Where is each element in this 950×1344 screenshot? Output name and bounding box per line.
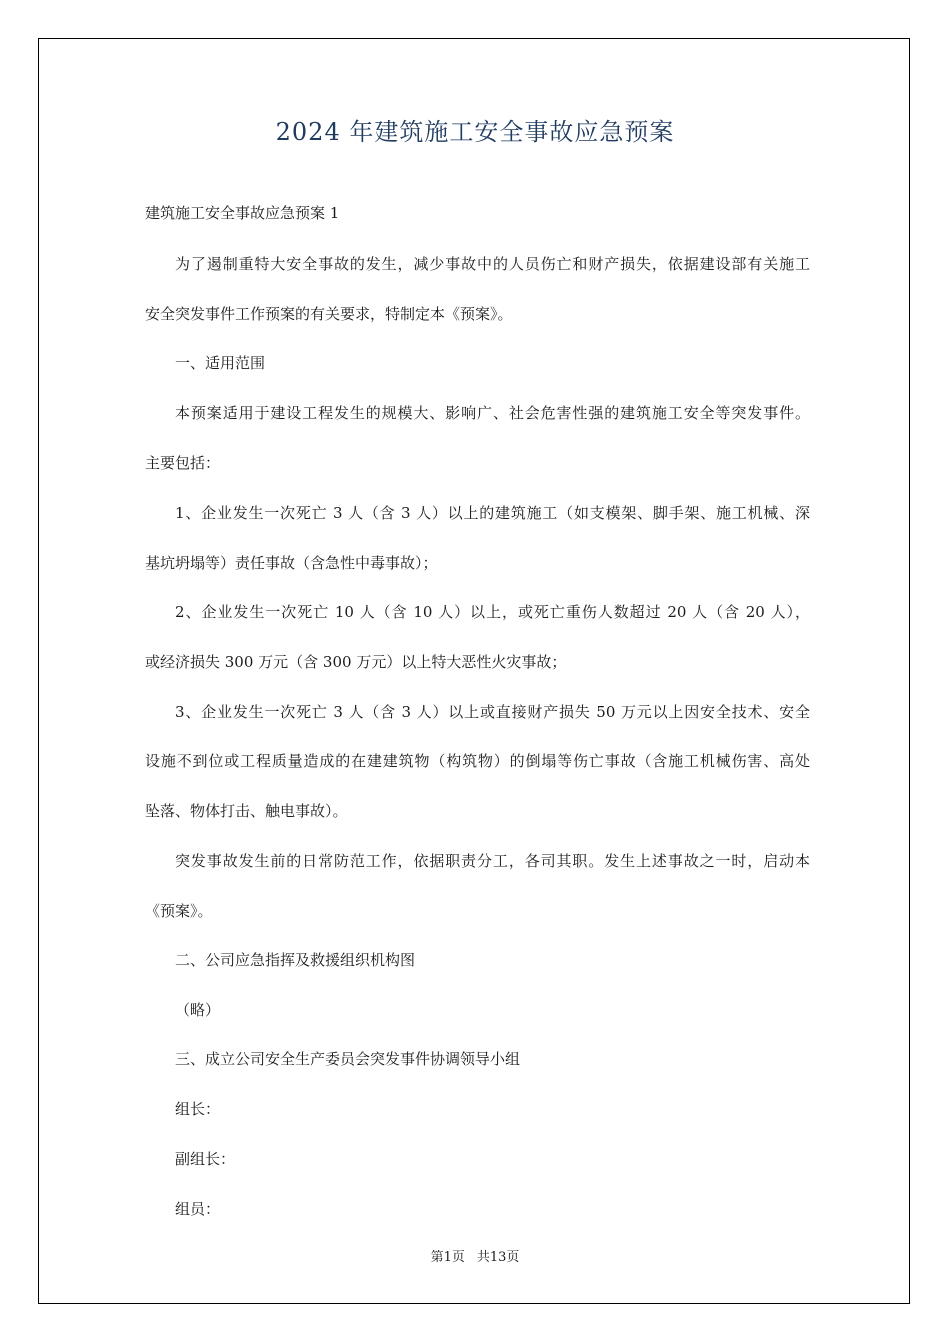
- list-item-line: 3、企业发生一次死亡 3 人（含 3 人）以上或直接财产损失 50 万元以上因安全技术、安全: [175, 703, 810, 721]
- section-subtitle: 建筑施工安全事故应急预案 1: [145, 204, 340, 222]
- list-item-line: 基坑坍塌等）责任事故（含急性中毒事故）；: [145, 554, 438, 572]
- list-item-line: 或经济损失 300 万元（含 300 万元）以上特大恶性火灾事故；: [145, 653, 567, 671]
- page-footer: [0, 1246, 950, 1265]
- list-item-line: 2、企业发生一次死亡 10 人（含 10 人）以上，或死亡重伤人数超过 20 人（含 20 人），: [175, 603, 810, 621]
- list-item-line: 1、企业发生一次死亡 3 人（含 3 人）以上的建筑施工（如支模架、脚手架、施工机械、深: [175, 504, 810, 522]
- paragraph-line: 主要包括：: [145, 454, 221, 472]
- paragraph-line: 为了遏制重特大安全事故的发生，减少事故中的人员伤亡和财产损失，依据建设部有关施工: [175, 255, 810, 273]
- paragraph-line: 《预案》。: [145, 902, 213, 920]
- list-item-line: 坠落、物体打击、触电事故）。: [145, 802, 348, 820]
- section-heading: 一、适用范围: [175, 354, 266, 372]
- document-title: 2024 年建筑施工安全事故应急预案: [275, 118, 675, 146]
- deputy-leader-label: 副组长：: [175, 1150, 236, 1168]
- page-number: 第1页: [430, 1250, 465, 1265]
- members-label: 组员：: [175, 1200, 221, 1218]
- paragraph-line: 突发事故发生前的日常防范工作，依据职责分工，各司其职。发生上述事故之一时，启动本: [175, 852, 810, 870]
- section-heading: 三、成立公司安全生产委员会突发事件协调领导小组: [175, 1050, 521, 1068]
- list-item-line: 设施不到位或工程质量造成的在建建筑物（构筑物）的倒塌等伤亡事故（含施工机械伤害、高处: [145, 752, 810, 770]
- section-heading: 二、公司应急指挥及救援组织机构图: [175, 951, 416, 969]
- paragraph-line: 本预案适用于建设工程发生的规模大、影响广、社会危害性强的建筑施工安全等突发事件。: [175, 404, 810, 422]
- leader-label: 组长：: [175, 1100, 221, 1118]
- paragraph-line: 安全突发事件工作预案的有关要求，特制定本《预案》。: [145, 305, 513, 323]
- total-pages: 共13页: [476, 1250, 520, 1265]
- omitted-note: （略）: [175, 1001, 221, 1019]
